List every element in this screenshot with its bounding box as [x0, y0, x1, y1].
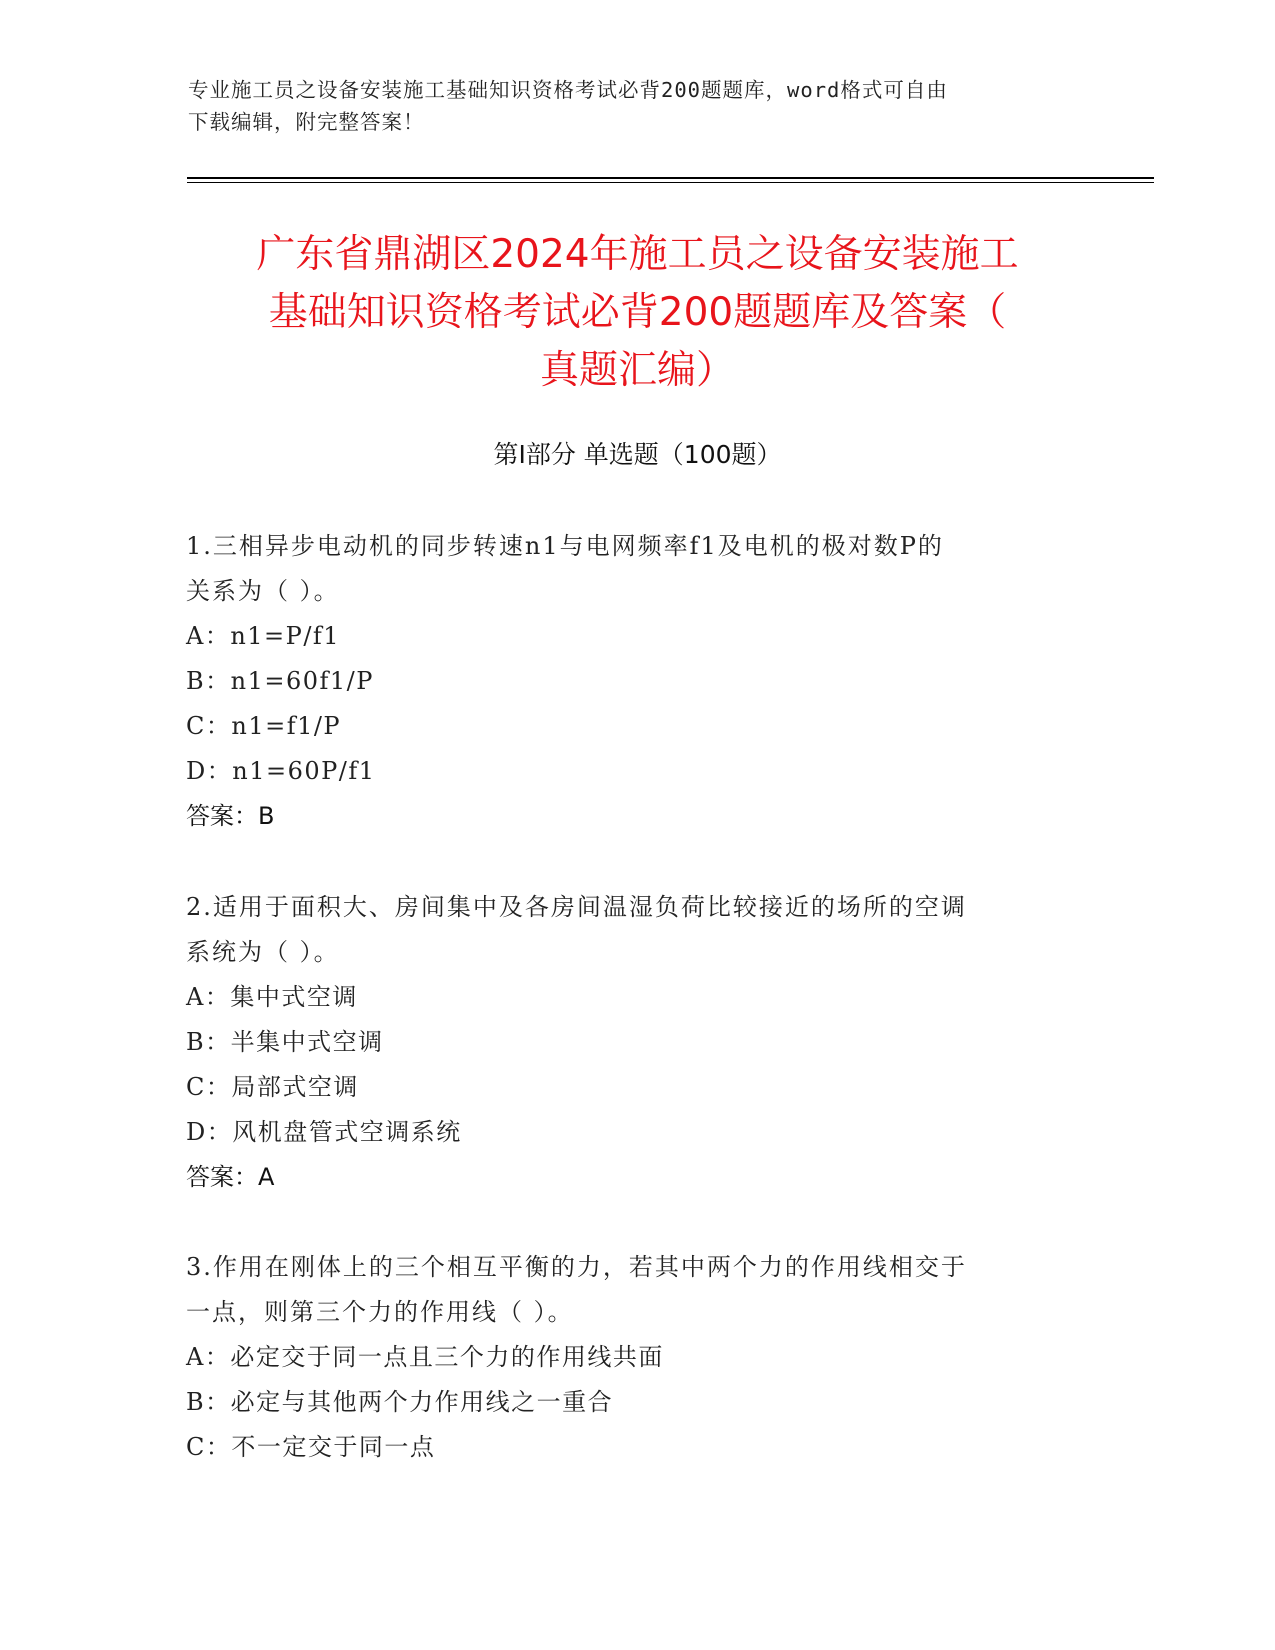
document-header: [188, 74, 1068, 138]
option-c: C：局部式空调: [186, 1073, 359, 1101]
option-c: C：n1=f1/P: [186, 712, 342, 740]
option-d: D：风机盘管式空调系统: [186, 1118, 462, 1146]
question-stem-line-2: 一点，则第三个力的作用线（ ）。: [186, 1298, 574, 1326]
answer: 答案：A: [186, 1163, 275, 1191]
answer: 答案：B: [186, 802, 275, 830]
question-1: [186, 524, 1066, 839]
option-a: A：n1=P/f1: [186, 622, 341, 650]
section-title: 第Ⅰ部分 单选题（100题）: [493, 440, 782, 469]
title-line-3: 真题汇编）: [539, 348, 735, 393]
header-rule-thin: [187, 182, 1154, 183]
question-stem-line-1: 1.三相异步电动机的同步转速n1与电网频率f1及电机的极对数P的: [186, 532, 944, 560]
document-title: [180, 226, 1095, 400]
header-line-1: 专业施工员之设备安装施工基础知识资格考试必背200题题库，word格式可自由: [188, 78, 948, 102]
title-line-1: 广东省鼎湖区2024年施工员之设备安装施工: [256, 232, 1019, 277]
option-b: B：必定与其他两个力作用线之一重合: [186, 1388, 614, 1416]
option-a: A：集中式空调: [186, 983, 358, 1011]
option-b: B：n1=60f1/P: [186, 667, 374, 695]
question-stem-line-2: 关系为（ ）。: [186, 577, 340, 605]
option-c: C：不一定交于同一点: [186, 1433, 436, 1461]
option-b: B：半集中式空调: [186, 1028, 384, 1056]
header-rule-thick: [187, 177, 1154, 179]
option-d: D：n1=60P/f1: [186, 757, 376, 785]
title-line-2: 基础知识资格考试必背200题题库及答案（: [268, 290, 1007, 335]
header-line-2: 下载编辑，附完整答案！: [188, 110, 425, 134]
question-stem-line-1: 3.作用在刚体上的三个相互平衡的力，若其中两个力的作用线相交于: [186, 1253, 967, 1281]
question-stem-line-1: 2.适用于面积大、房间集中及各房间温湿负荷比较接近的场所的空调: [186, 893, 967, 921]
question-3: [186, 1245, 1066, 1470]
question-2: [186, 885, 1066, 1200]
question-stem-line-2: 系统为（ ）。: [186, 938, 340, 966]
option-a: A：必定交于同一点且三个力的作用线共面: [186, 1343, 664, 1371]
